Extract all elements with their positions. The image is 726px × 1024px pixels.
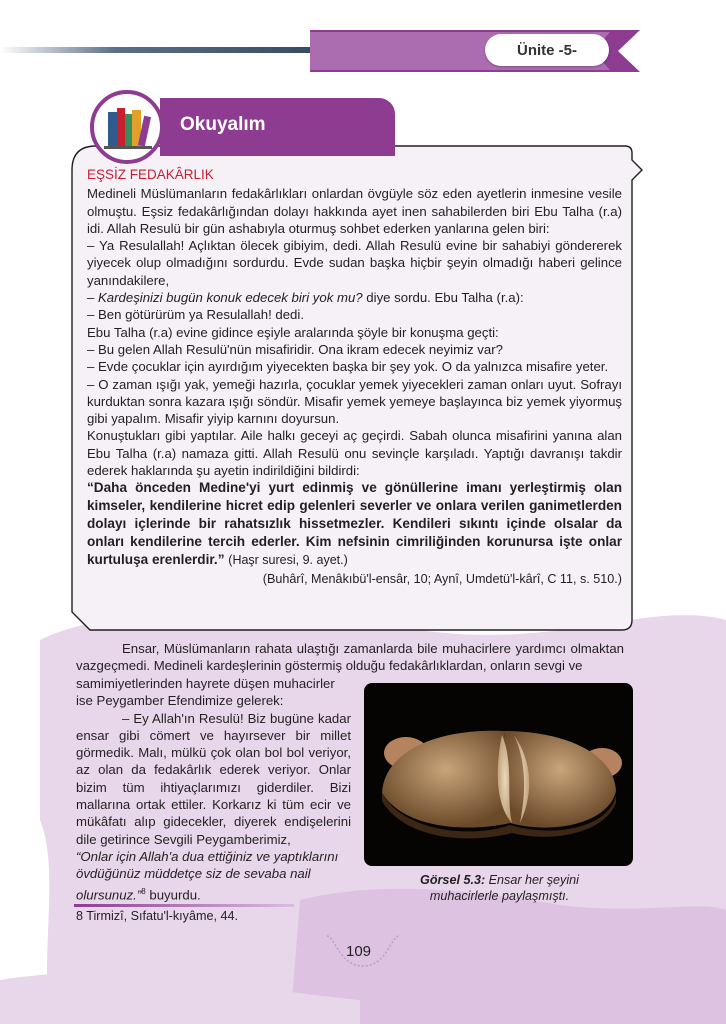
section-label: Okuyalım	[180, 114, 266, 135]
verse-quote: “Daha önceden Medine'yi yurt edinmiş ve gönüllerine imanı yerleştirmiş olan kimseler, kendilerine hicret edip gelenleri severler ve onlara verilen ganimetlerden dolayı içlerinde bir rahatsızlık hissetmezler. Kendileri sıkıntı içinde olsalar da onları kendilerine tercih ederler. Kim nefsinin cimriliğinden korunursa işte onlar kurtuluşa erenlerdir.” (Haşr suresi, 9. ayet.)	[87, 480, 622, 568]
story-line: Ebu Talha (r.a) evine gidince eşiyle aralarında şöyle bir konuşma geçti:	[87, 324, 499, 340]
verse-reference: (Haşr suresi, 9. ayet.)	[228, 553, 348, 568]
body-intro: Ensar, Müslümanların rahata ulaştığı zamanlarda bile muhacirlere yardımcı olmaktan vazgeçmedi. Medineli kardeşlerinin göstermiş olduğu fedakârlıklardan, onların sevgi ve	[76, 641, 624, 674]
story-paragraph: Konuştukları gibi yaptılar. Aile halkı geceyi aç geçirdi. Sabah olunca misafirini yanına alan Ebu Talha (r.a) namaza gitti. Allah Resulü onu sevinçle karşıladı. Yaptığı davranışı takdir ederek haklarında şu ayetin indirildiğini bildirdi:	[87, 428, 622, 479]
story-paragraph: – Evde çocuklar için ayırdığım yiyecekten başka bir şey yok. O da yalnızca misafire yeter.	[87, 359, 609, 375]
books-icon	[90, 90, 164, 164]
story-paragraph: – O zaman ışığı yak, yemeği hazırla, çocuklar yemek yiyecekleri zaman onları uyut. Sofrayı kurduktan sonra kazara ışığı söndür. Misafir yemek yemeye başlayınca biz yemek yiyormuş gibi yapalım. Misafir yiyip karnını doyursun.	[87, 376, 622, 427]
story-question: – Kardeşinizi bugün konuk edecek biri yok mu? diye sordu. Ebu Talha (r.a):	[87, 290, 524, 306]
body-column: samimiyetlerinden hayrete düşen muhacirler ise Peygamber Efendimize gelerek: – Ey Allah'ın Resulü! Biz bugüne kadar ensar gibi cömert ve hayırsever bir millet görmedik. Malı, mülkü çok olan bol bol veriyor, az olan da fedakârlık ederek veriyor. Onlar bizim tüm ihtiyaçlarımızı giderdiler. Bizi mallarına ortak ettiler. Korkarız ki tüm ecir ve mükâfatı alıp gidecekler, diyerek endişelerini dile getirince Sevgili Peygamberimiz, “Onlar için Allah'a dua ettiğiniz ve yaptıklarını övdüğünüz müddetçe siz de sevaba nail olursunuz.”$^8$ buyurdu.	[76, 676, 351, 902]
story-title: EŞSİZ FEDAKÂRLIK	[87, 167, 214, 182]
footnote: 8 Tirmizî, Sıfatu'l-kıyâme, 44.	[76, 909, 238, 923]
story-text	[87, 166, 622, 589]
story-line: – Ben götürürüm ya Resulallah! dedi.	[87, 307, 304, 323]
bread-photo	[364, 683, 633, 866]
story-paragraph: – Ya Resulallah! Açlıktan ölecek gibiyim, dedi. Allah Resulü evine bir sahabiyi göndererek yiyecek olup olmadığını sordurdu. Evde sudan başka hiçbir şeyin olmadığı haberi gelince yanındakilere,	[87, 238, 622, 288]
story-line: – Bu gelen Allah Resulü'nün misafiridir. Ona ikram edecek neyimiz var?	[87, 341, 503, 357]
unit-label: Ünite -5-	[485, 34, 609, 66]
footnote-rule	[74, 904, 294, 907]
story-source: (Buhârî, Menâkıbü'l-ensâr, 10; Aynî, Umdetü'l-kârî, C 11, s. 510.)	[262, 572, 622, 587]
page-number: 109	[346, 943, 372, 960]
figure-caption: Görsel 5.3: Ensar her şeyini muhacirlerle paylaşmıştı.	[420, 873, 579, 903]
story-paragraph: Medineli Müslümanların fedakârlıkları onlardan övgüyle söz eden ayetlerin inmesine vesile olmuştu. Eşsiz fedakârlığından dolayı hakkında ayet inen sahabilerden biri Ebu Talha (r.a) idi. Allah Resulü bir gün ashabıyla oturmuş sohbet ederken yanlarına gelen biri:	[87, 186, 622, 236]
